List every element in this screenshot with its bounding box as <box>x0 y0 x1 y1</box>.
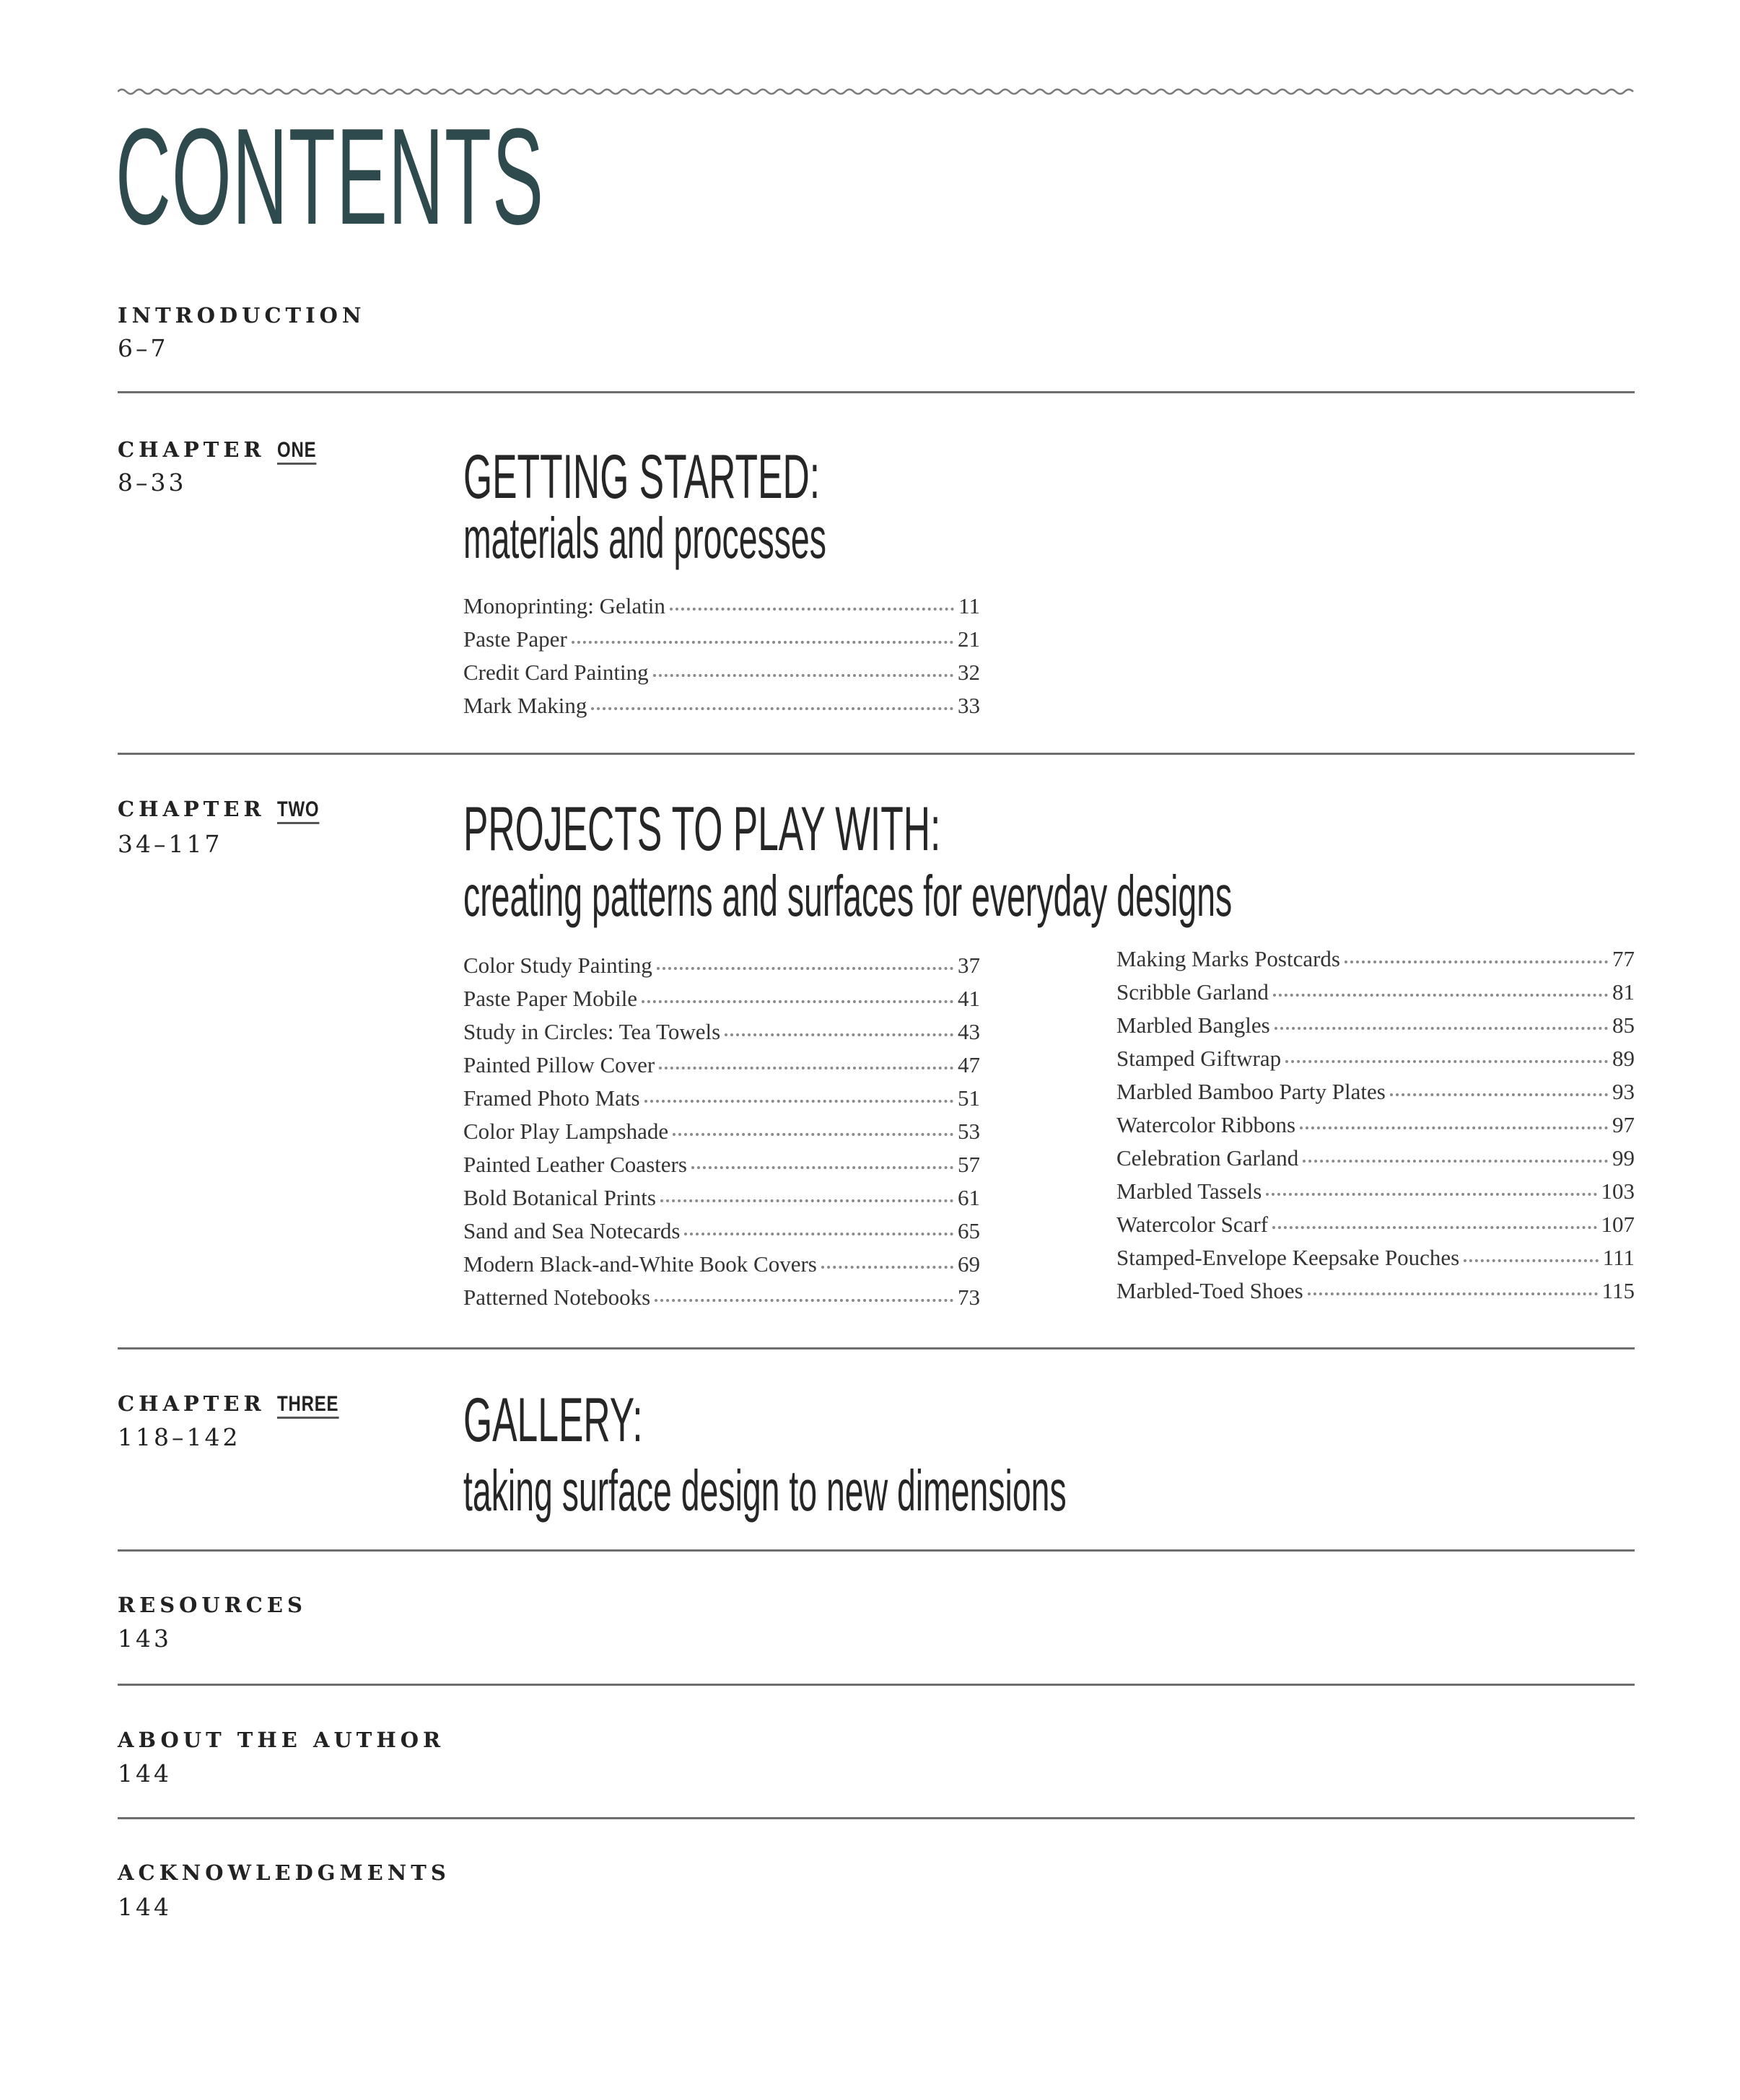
dot-leader <box>657 967 953 970</box>
toc-entry[interactable] <box>1116 1212 1635 1241</box>
dot-leader <box>1272 1226 1596 1229</box>
entry-title: Painted Leather Coasters <box>463 1152 687 1177</box>
chapter-one-entries <box>463 593 980 723</box>
entry-page: 43 <box>958 1019 980 1044</box>
entry-title: Study in Circles: Tea Towels <box>463 1019 721 1044</box>
dot-leader <box>725 1033 953 1036</box>
chapter-number: TWO <box>277 799 319 824</box>
toc-entry[interactable] <box>463 1019 980 1048</box>
entry-page: 69 <box>958 1251 980 1277</box>
introduction-label[interactable]: INTRODUCTION <box>118 303 366 328</box>
dot-leader <box>642 1000 953 1003</box>
entry-page: 111 <box>1602 1245 1635 1270</box>
entry-page: 21 <box>958 626 980 652</box>
entry-title: Color Play Lampshade <box>463 1119 669 1144</box>
chapter-word: CHAPTER <box>118 1391 266 1416</box>
dot-leader <box>653 674 953 677</box>
resources-label[interactable]: RESOURCES <box>118 1593 307 1617</box>
toc-entry[interactable] <box>463 1251 980 1280</box>
entry-title: Marbled Tassels <box>1116 1178 1262 1204</box>
entry-page: 11 <box>958 593 980 618</box>
toc-entry[interactable] <box>1116 1178 1635 1207</box>
entry-title: Painted Pillow Cover <box>463 1052 655 1077</box>
about-author-label[interactable]: ABOUT THE AUTHOR <box>118 1728 445 1752</box>
entry-title: Paste Paper <box>463 626 567 652</box>
entry-page: 107 <box>1601 1212 1635 1237</box>
toc-entry[interactable] <box>463 1052 980 1081</box>
chapter-two-subtitle: creating patterns and surfaces for everyday designs <box>463 864 1233 928</box>
entry-page: 93 <box>1612 1079 1635 1104</box>
toc-entry[interactable] <box>463 1285 980 1313</box>
dot-leader <box>655 1299 953 1302</box>
entry-page: 85 <box>1612 1012 1635 1038</box>
acknowledgments-label[interactable]: ACKNOWLEDGMENTS <box>118 1860 450 1885</box>
dot-leader <box>1345 961 1608 963</box>
dot-leader <box>644 1100 953 1103</box>
entry-title: Scribble Garland <box>1116 979 1269 1005</box>
divider <box>118 391 1635 393</box>
chapter-one-label[interactable] <box>118 439 326 465</box>
entry-page: 57 <box>958 1152 980 1177</box>
acknowledgments-range: 144 <box>118 1893 172 1921</box>
chapter-three-label[interactable] <box>118 1391 354 1419</box>
entry-title: Monoprinting: Gelatin <box>463 593 665 618</box>
entry-page: 37 <box>958 953 980 978</box>
toc-entry[interactable] <box>1116 1012 1635 1041</box>
toc-entry[interactable] <box>463 986 980 1015</box>
chapter-number: ONE <box>277 439 316 465</box>
chapter-one-subtitle: materials and processes <box>463 506 826 570</box>
resources-range: 143 <box>118 1624 172 1653</box>
toc-entry[interactable] <box>463 593 980 622</box>
chapter-three-title: GALLERY: <box>463 1386 643 1455</box>
introduction-range: 6–7 <box>118 334 169 362</box>
entry-page: 61 <box>958 1185 980 1210</box>
entry-page: 99 <box>1612 1145 1635 1171</box>
entry-title: Watercolor Scarf <box>1116 1212 1269 1237</box>
chapter-three-range: 118–142 <box>118 1423 241 1451</box>
divider <box>118 1347 1635 1349</box>
chapter-two-title: PROJECTS TO PLAY WITH: <box>463 795 941 864</box>
about-author-range: 144 <box>118 1759 172 1788</box>
entry-title: Framed Photo Mats <box>463 1085 640 1111</box>
dot-leader <box>1275 1027 1608 1030</box>
toc-entry[interactable] <box>1116 1145 1635 1174</box>
dot-leader <box>1285 1060 1608 1063</box>
divider <box>118 1549 1635 1552</box>
entry-page: 41 <box>958 986 980 1011</box>
dot-leader <box>670 608 954 611</box>
dot-leader <box>660 1199 953 1202</box>
dot-leader <box>1390 1093 1608 1096</box>
entry-title: Credit Card Painting <box>463 660 649 685</box>
chapter-word: CHAPTER <box>118 797 266 821</box>
page-title: CONTENTS <box>115 100 545 253</box>
entry-title: Color Study Painting <box>463 953 652 978</box>
entry-title: Modern Black-and-White Book Covers <box>463 1251 817 1277</box>
dot-leader <box>1308 1292 1598 1295</box>
entry-title: Sand and Sea Notecards <box>463 1218 681 1243</box>
toc-entry[interactable] <box>1116 1245 1635 1274</box>
entry-page: 97 <box>1612 1112 1635 1137</box>
toc-entry[interactable] <box>463 1218 980 1247</box>
entry-title: Mark Making <box>463 693 587 718</box>
entry-title: Patterned Notebooks <box>463 1285 651 1310</box>
entry-page: 103 <box>1601 1178 1635 1204</box>
toc-entry[interactable] <box>463 660 980 688</box>
dot-leader <box>659 1067 953 1069</box>
toc-entry[interactable] <box>463 626 980 655</box>
entry-title: Making Marks Postcards <box>1116 946 1340 971</box>
entry-page: 115 <box>1601 1278 1635 1303</box>
toc-entry[interactable] <box>1116 1079 1635 1108</box>
entry-page: 65 <box>958 1218 980 1243</box>
dot-leader <box>691 1166 953 1169</box>
chapter-one-title: GETTING STARTED: <box>463 442 821 512</box>
chapter-two-entries-left <box>463 953 980 1313</box>
chapter-two-entries-right <box>1116 946 1635 1307</box>
dot-leader <box>1303 1160 1608 1163</box>
entry-page: 53 <box>958 1119 980 1144</box>
divider <box>118 1684 1635 1686</box>
dot-leader <box>591 707 953 710</box>
chapter-one-range: 8–33 <box>118 468 187 496</box>
divider <box>118 1817 1635 1819</box>
dot-leader <box>1464 1259 1599 1262</box>
divider <box>118 753 1635 755</box>
toc-entry[interactable] <box>463 1152 980 1181</box>
entry-title: Paste Paper Mobile <box>463 986 638 1011</box>
toc-entry[interactable] <box>463 1119 980 1147</box>
entry-page: 81 <box>1612 979 1635 1005</box>
entry-page: 47 <box>958 1052 980 1077</box>
entry-title: Bold Botanical Prints <box>463 1185 656 1210</box>
chapter-word: CHAPTER <box>118 437 266 462</box>
entry-title: Stamped-Envelope Keepsake Pouches <box>1116 1245 1460 1270</box>
toc-entry[interactable] <box>463 693 980 722</box>
entry-title: Marbled Bamboo Party Plates <box>1116 1079 1386 1104</box>
entry-page: 33 <box>958 693 980 718</box>
toc-entry[interactable] <box>463 1185 980 1214</box>
chapter-two-range: 34–117 <box>118 830 223 858</box>
entry-title: Celebration Garland <box>1116 1145 1299 1171</box>
dot-leader <box>673 1133 953 1136</box>
dot-leader <box>1300 1126 1608 1129</box>
chapter-number: THREE <box>277 1394 338 1419</box>
toc-entry[interactable] <box>1116 946 1635 975</box>
toc-entry[interactable] <box>1116 1046 1635 1075</box>
toc-entry[interactable] <box>463 953 980 981</box>
entry-page: 51 <box>958 1085 980 1111</box>
entry-page: 77 <box>1612 946 1635 971</box>
dot-leader <box>684 1233 953 1235</box>
toc-entry[interactable] <box>1116 979 1635 1008</box>
chapter-three-subtitle: taking surface design to new dimensions <box>463 1458 1067 1523</box>
toc-entry[interactable] <box>463 1085 980 1114</box>
toc-entry[interactable] <box>1116 1112 1635 1141</box>
entry-title: Marbled Bangles <box>1116 1012 1270 1038</box>
toc-entry[interactable] <box>1116 1278 1635 1307</box>
dot-leader <box>572 641 953 644</box>
entry-page: 32 <box>958 660 980 685</box>
entry-title: Stamped Giftwrap <box>1116 1046 1282 1071</box>
dot-leader <box>1273 994 1608 997</box>
entry-page: 73 <box>958 1285 980 1310</box>
entry-title: Watercolor Ribbons <box>1116 1112 1296 1137</box>
dot-leader <box>821 1266 953 1269</box>
entry-page: 89 <box>1612 1046 1635 1071</box>
dot-leader <box>1266 1193 1596 1196</box>
entry-title: Marbled-Toed Shoes <box>1116 1278 1303 1303</box>
chapter-two-label[interactable] <box>118 799 330 824</box>
wavy-top-rule <box>118 85 1635 98</box>
